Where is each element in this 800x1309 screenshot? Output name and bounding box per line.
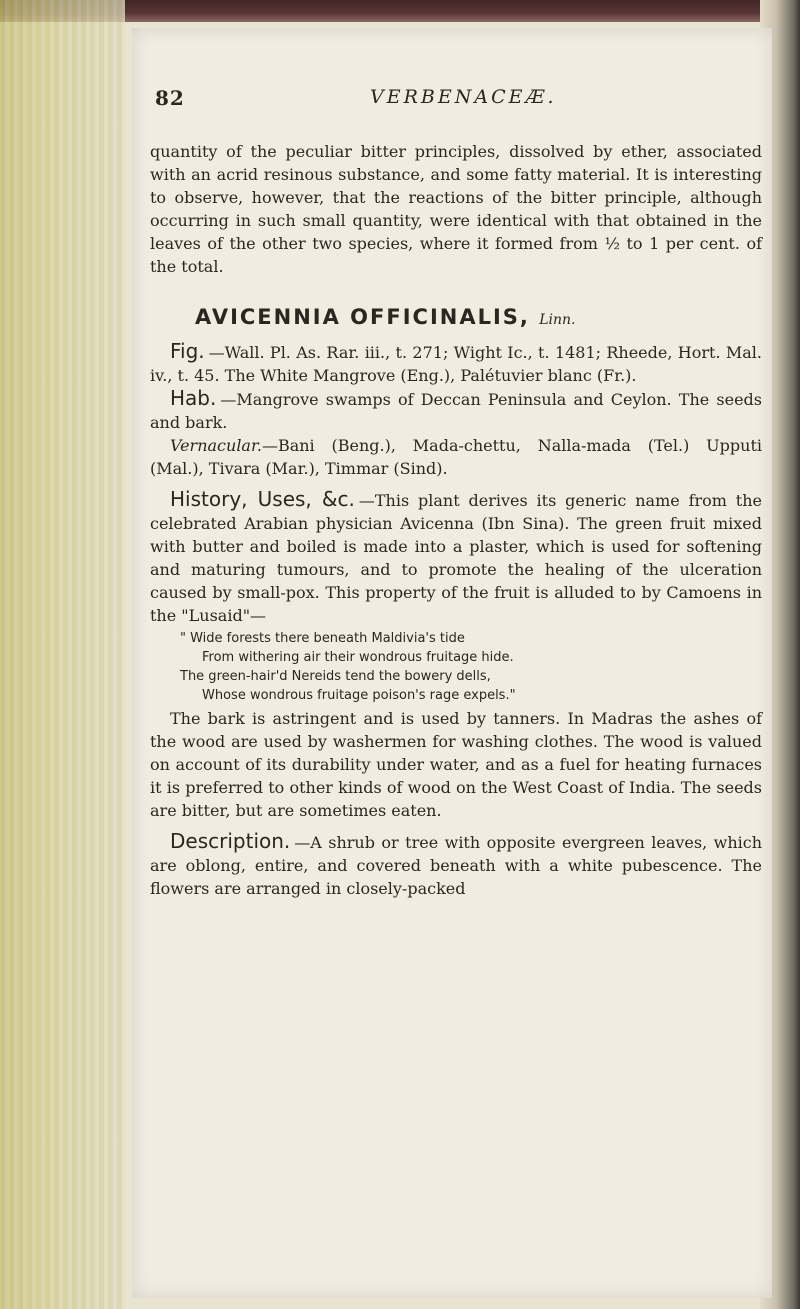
entry-authority: Linn.: [539, 312, 576, 328]
intro-text: quantity of the peculiar bitter principles, dissolved by ether, associated with an acrid resinous substance, and some fatty material. It is interesting to observe, however, that the reactions of the bitter principle, although occurring in such small quantity, were identical with that obtained in the leaves of the other two species, where it formed from ½ to 1 per cent. of the total.: [150, 142, 762, 276]
vernacular-text: —Bani (Beng.), Mada-chettu, Nalla-mada (Tel.) Upputi (Mal.), Tivara (Mar.), Timmar (Sind).: [150, 436, 762, 478]
hab-paragraph: [150, 387, 762, 434]
hab-label: Hab.: [170, 386, 217, 410]
fig-label: Fig.: [170, 339, 205, 363]
page-number: 82: [155, 86, 185, 110]
poem-line: Whose wondrous fruitage poison's rage expels.": [202, 688, 516, 703]
poem-line: From withering air their wondrous fruitage hide.: [202, 650, 514, 665]
section-title: VERBENACEÆ.: [370, 86, 557, 108]
vernacular-label: Vernacular.: [170, 436, 262, 455]
bark-paragraph: The bark is astringent and is used by tanners. In Madras the ashes of the wood are used by washermen for washing clothes. The wood is valued on account of its durability under water, and as a fuel for heating furnaces it is preferred to other kinds of wood on the West Coast of India. The seeds are bitter, but are sometimes eaten.: [150, 709, 762, 820]
fig-text: —Wall. Pl. As. Rar. iii., t. 271; Wight Ic., t. 1481; Rheede, Hort. Mal. iv., t. 45. The White Mangrove (Eng.), Palétuvier blanc (Fr.).: [150, 343, 762, 385]
poem-line: The green-hair'd Nereids tend the bowery dells,: [180, 669, 491, 684]
entry-heading: [195, 305, 575, 329]
running-head: [155, 86, 755, 116]
entry-title: AVICENNIA OFFICINALIS,: [195, 305, 530, 329]
fig-paragraph: [150, 340, 762, 387]
poem-quote: [180, 629, 762, 705]
history-paragraph: [150, 488, 762, 627]
scan-left-edge: [0, 0, 125, 1309]
intro-paragraph: [150, 140, 762, 278]
hab-text: —Mangrove swamps of Deccan Peninsula and Ceylon. The seeds and bark.: [150, 390, 762, 432]
entry-body: [150, 340, 762, 900]
description-text: —A shrub or tree with opposite evergreen leaves, which are oblong, entire, and covered beneath with a white pubescence. The flowers are arranged in closely-packed: [150, 833, 762, 898]
history-label: History, Uses, &c.: [170, 487, 355, 511]
description-label: Description.: [170, 829, 291, 853]
poem-line: " Wide forests there beneath Maldivia's tide: [180, 631, 465, 646]
description-paragraph: [150, 830, 762, 900]
vernacular-paragraph: [150, 434, 762, 480]
history-text: —This plant derives its generic name from the celebrated Arabian physician Avicenna (Ibn Sina). The green fruit mixed with butter and boiled is made into a plaster, which is used for softening and maturing tumours, and to promote the healing of the ulceration caused by small-pox. This property of the fruit is alluded to by Camoens in the "Lusaid"—: [150, 491, 762, 625]
